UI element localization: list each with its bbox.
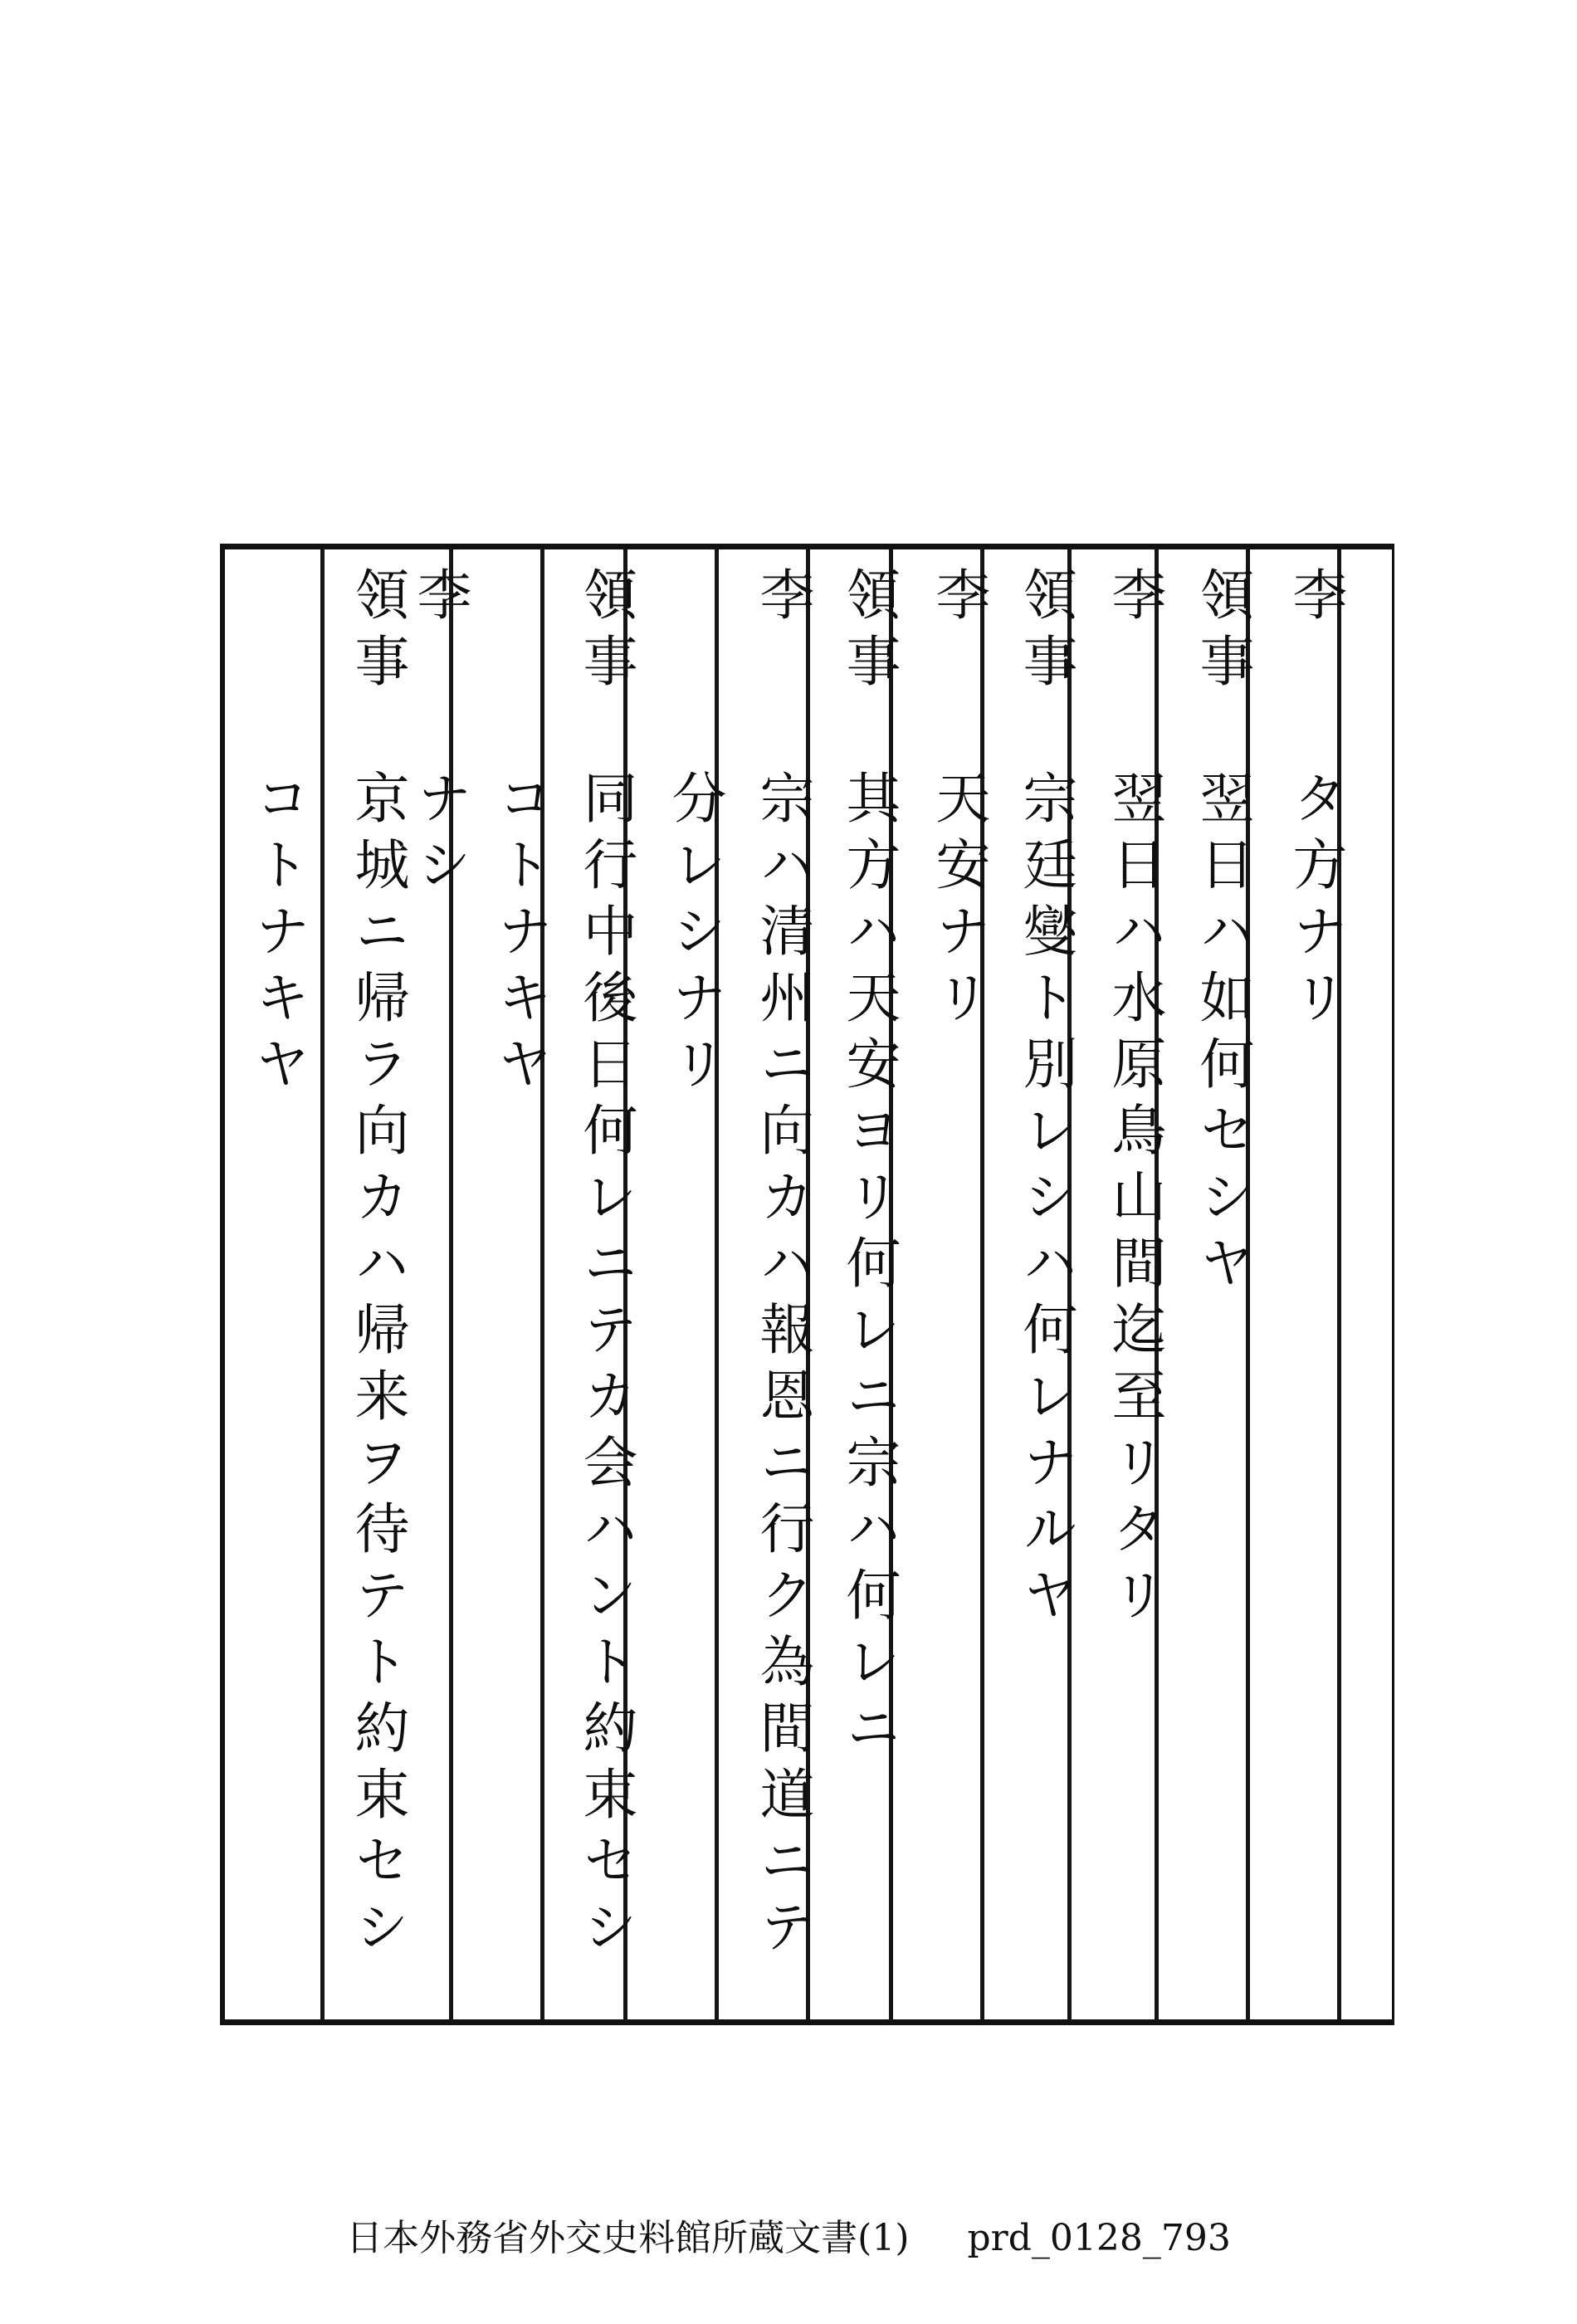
dialogue-text: 京城ニ帰ラ向カハ帰来ヲ待テト約束セシ: [345, 769, 409, 1965]
dialogue-text: 分レシナリ: [662, 769, 726, 1101]
dialogue-text: 翌日ハ水原鳥山間迄至リタリ: [1102, 769, 1166, 1633]
speaker-label: 領事: [1013, 566, 1077, 699]
speaker-label: 李: [926, 566, 990, 632]
dialogue-text: 宗ハ清州ニ向カハ報恩ニ行ク為間道ニテ: [750, 769, 814, 1965]
speaker-label: 領事: [345, 566, 409, 699]
speaker-label: 領事: [574, 566, 637, 699]
column-rule: [320, 549, 325, 2019]
dialogue-text: コトナキヤ: [488, 769, 552, 1101]
dialogue-text: タ方ナリ: [1283, 769, 1347, 1035]
archive-footer: [0, 2208, 1577, 2261]
speaker-label: 李: [1102, 566, 1166, 632]
speaker-label: 李: [1283, 566, 1347, 632]
ruled-frame: [220, 544, 1394, 2025]
document-id: prd_0128_793: [967, 2217, 1231, 2259]
speaker-label: 領事: [837, 566, 901, 699]
dialogue-text: 宗廷燮ト別レシハ何レナルヤ: [1013, 769, 1077, 1633]
dialogue-text: 同行中後日何レニテカ会ハント約束セシ: [574, 769, 637, 1965]
collection-name: 日本外務省外交史料館所蔵文書(1): [346, 2217, 910, 2259]
speaker-label: 李: [408, 566, 471, 632]
speaker-label: 李: [750, 566, 814, 632]
dialogue-text: コトナキヤ: [246, 769, 310, 1101]
speaker-label: 領事: [1190, 566, 1254, 699]
dialogue-text: ナシ: [408, 769, 471, 902]
dialogue-text: 天安ナリ: [926, 769, 990, 1035]
dialogue-text: 其方ハ天安ヨリ何レニ宗ハ何レニ: [837, 769, 901, 1765]
dialogue-text: 翌日ハ如何セシヤ: [1190, 769, 1254, 1301]
